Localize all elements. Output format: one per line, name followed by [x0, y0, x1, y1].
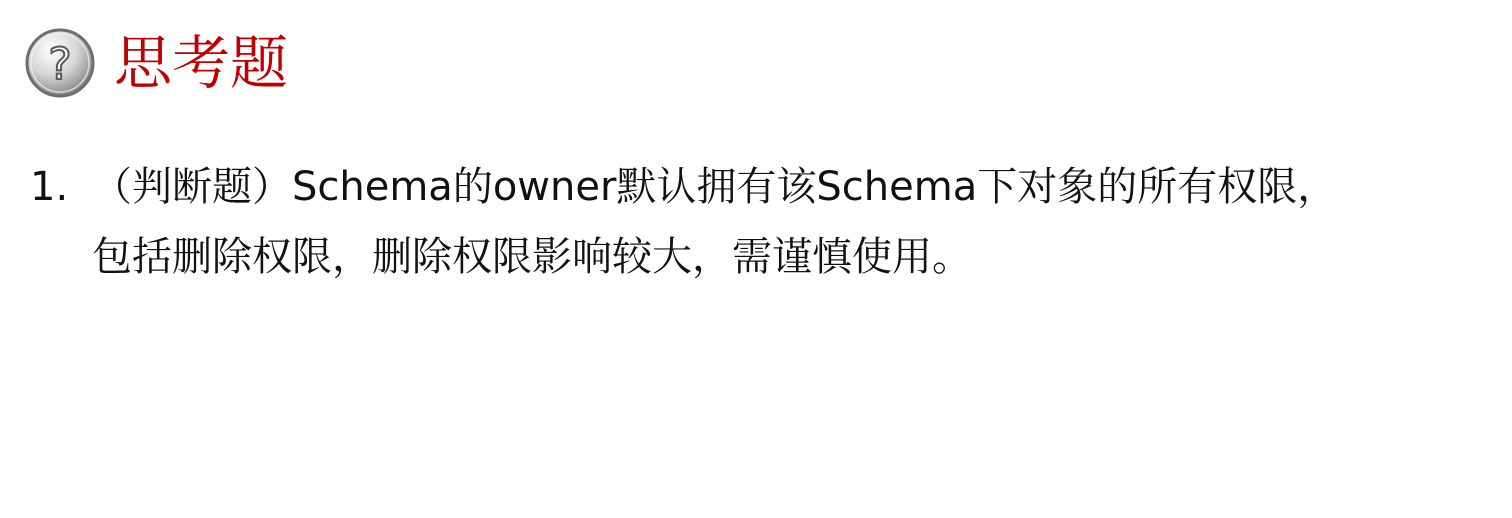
- question-line-1: [30, 160, 1490, 214]
- question-item: [30, 160, 1490, 284]
- question-text-line-1: （判断题）Schema的owner默认拥有该Schema下对象的所有权限，: [92, 164, 1338, 210]
- page-title: 思考题: [114, 29, 289, 97]
- svg-text:?: ?: [48, 39, 72, 90]
- slide-header: [24, 26, 288, 100]
- question-mark-icon: [24, 27, 96, 99]
- question-text-line-2: 包括删除权限，删除权限影响较大，需谨慎使用。: [92, 234, 972, 280]
- question-number: 1.: [30, 164, 69, 210]
